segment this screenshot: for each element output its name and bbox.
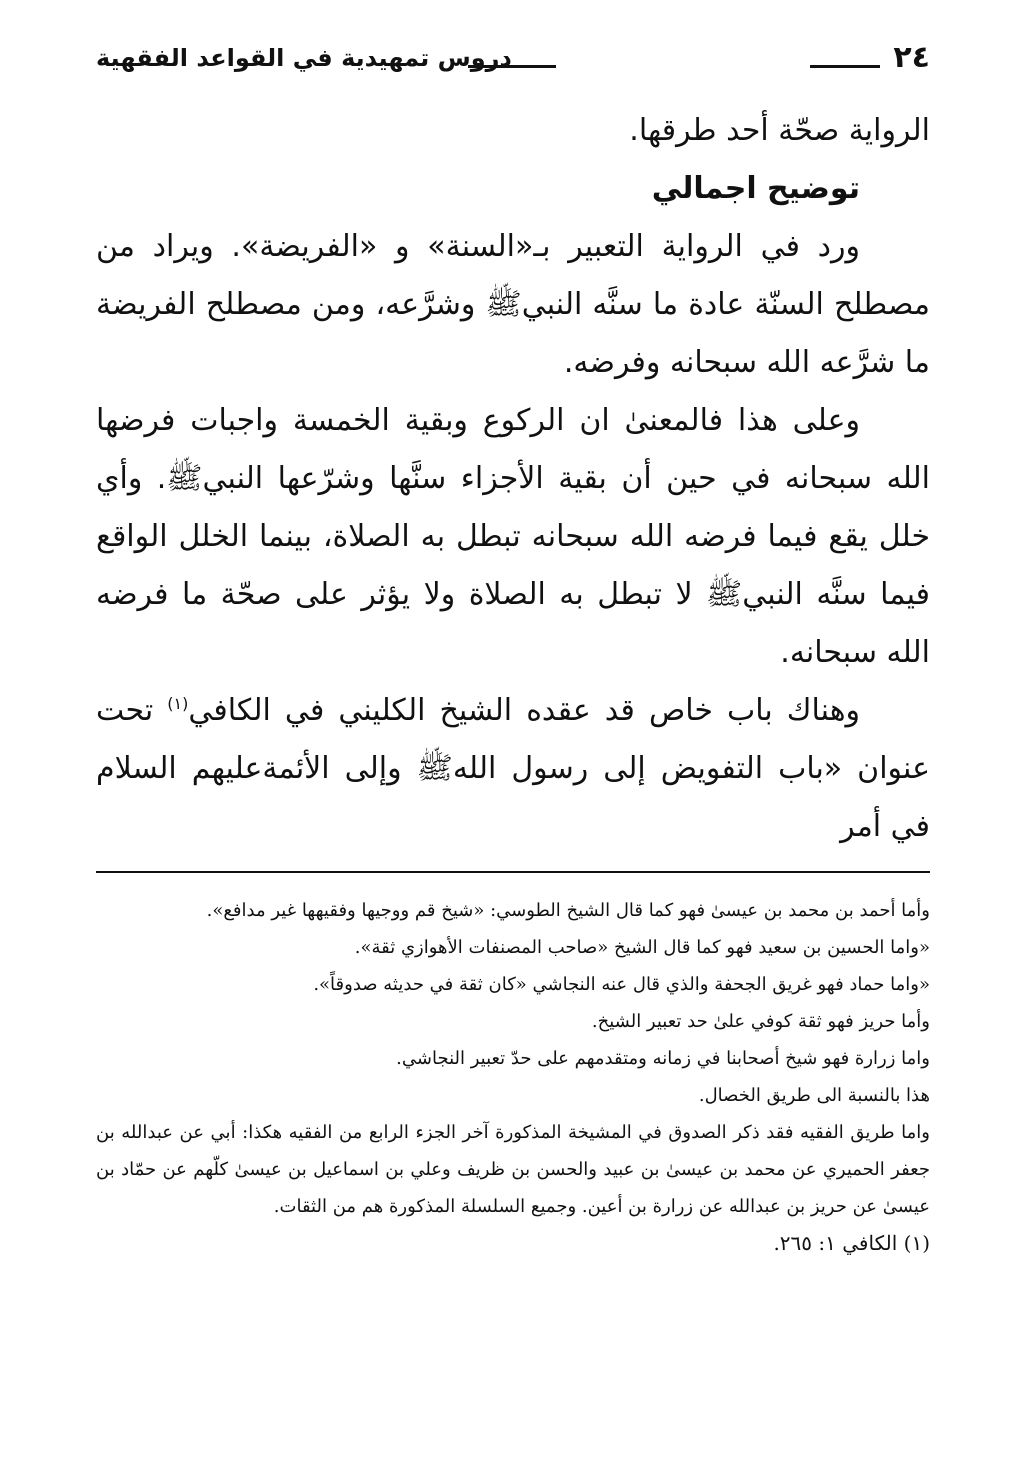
paragraph-2: ورد في الرواية التعبير بـ«السنة» و «الفريضة». ويراد من مصطلح السنّة عادة ما سنَّه النبيﷺ وشرَّعه، ومن مصطلح الفريضة ما شرَّعه الله سبحانه وفرضه. xyxy=(96,229,930,380)
paragraph-4-end: تحت عنوان «باب التفويض إلى رسول اللهﷺ وإلى الأئمةعليهم السلام في أمر xyxy=(96,693,930,844)
footnote-line: واما طريق الفقيه فقد ذكر الصدوق في المشيخة المذكورة آخر الجزء الرابع من الفقيه هكذا: أبي عن عبدالله بن جعفر الحميري عن محمد بن عيسىٰ بن عبيد والحسن بن ظريف وعلي بن اسماعيل بن عيسىٰ كلّهم عن حمّاد بن عيسىٰ عن حريز بن عبدالله عن زرارة بن أعين. وجميع السلسلة المذكورة هم من الثقات. xyxy=(96,1122,930,1217)
footnote-line: وأما حريز فهو ثقة كوفي علىٰ حد تعبير الشيخ. xyxy=(591,1011,930,1032)
footnotes xyxy=(96,892,930,1262)
header-rule-right xyxy=(810,65,880,68)
page-header xyxy=(96,36,930,86)
paragraph-4 xyxy=(96,682,930,856)
footnote-line: وأما أحمد بن محمد بن عيسىٰ فهو كما قال الشيخ الطوسي: «شيخ قم ووجيها وفقيهها غير مدافع». xyxy=(206,900,930,921)
footnote-line: «واما حماد فهو غريق الجحفة والذي قال عنه النجاشي «كان ثقة في حديثه صدوقاً». xyxy=(313,974,930,995)
paragraph-4-start: وهناك باب خاص قد عقده الشيخ الكليني في الكافي xyxy=(188,693,861,728)
footnote-separator xyxy=(96,871,930,873)
subheading: توضيح اجمالي xyxy=(651,171,860,206)
footnote-line: هذا بالنسبة الى طريق الخصال. xyxy=(698,1085,930,1106)
paragraph-3: وعلى هذا فالمعنىٰ ان الركوع وبقية الخمسة واجبات فرضها الله سبحانه في حين أن بقية الأجزاء سنَّها وشرّعها النبيﷺ. وأي خلل يقع فيما فرضه الله سبحانه تبطل به الصلاة، بينما الخلل الواقع فيما سنَّه النبيﷺ لا تبطل به الصلاة ولا يؤثر على صحّة ما فرضه الله سبحانه. xyxy=(96,403,930,670)
paragraph-1: الرواية صحّة أحد طرقها. xyxy=(629,113,930,148)
page-number: ٢٤ xyxy=(893,40,930,75)
footnote-marker: (١) xyxy=(167,694,189,713)
main-text xyxy=(96,102,930,856)
running-title: دروس تمهيدية في القواعد الفقهية xyxy=(96,44,512,72)
footnote-line: «واما الحسين بن سعيد فهو كما قال الشيخ «صاحب المصنفات الأهوازي ثقة». xyxy=(354,937,930,958)
footnote-reference: (١) الكافي ١: ٢٦٥. xyxy=(773,1231,930,1255)
footnote-line: واما زرارة فهو شيخ أصحابنا في زمانه ومتقدمهم على حدّ تعبير النجاشي. xyxy=(396,1048,930,1069)
